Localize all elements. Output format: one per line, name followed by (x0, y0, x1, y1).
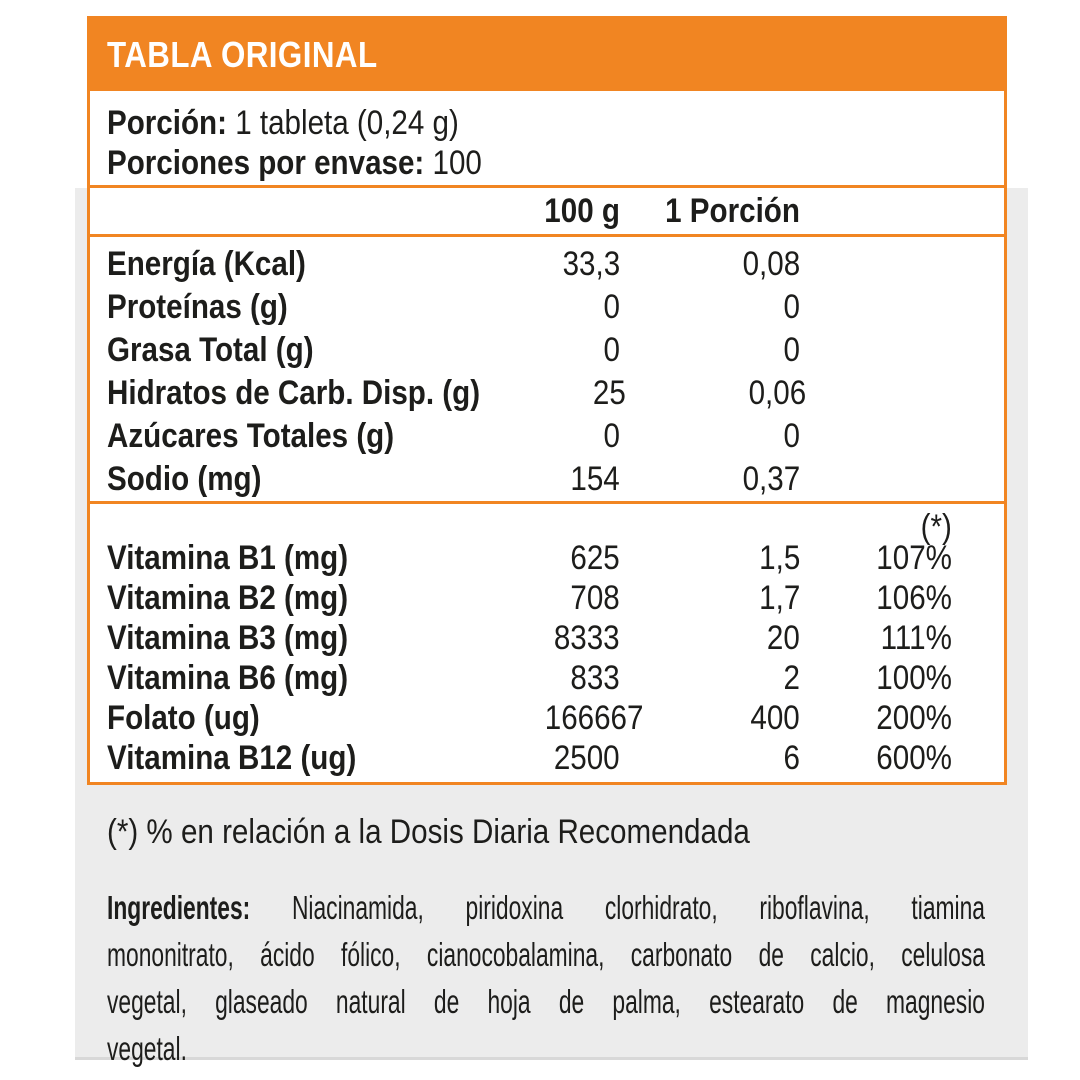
vitamin-row (90, 538, 1004, 578)
value-per-portion: 0 (783, 417, 800, 455)
servings-line (107, 143, 1004, 183)
value-per-portion: 1,5 (758, 538, 800, 577)
value-per-portion: 1,7 (758, 578, 800, 617)
vitamin-row (90, 658, 1004, 698)
nutrient-rows-section (90, 237, 1004, 501)
value-per-100g: 833 (570, 658, 620, 697)
vitamin-row (90, 738, 1004, 778)
nutrient-label: Energía (Kcal) (107, 245, 306, 283)
vitamin-row (90, 578, 1004, 618)
dv-percent: 600% (876, 738, 952, 777)
nutrient-row (90, 329, 1004, 372)
portion-value: 1 tableta (0,24 g) (235, 104, 459, 142)
vitamin-label: Vitamina B1 (mg) (107, 538, 349, 577)
value-per-100g: 25 (592, 374, 626, 412)
card-header (90, 19, 1004, 91)
value-per-100g: 0 (603, 288, 620, 326)
value-per-100g: 708 (570, 578, 620, 617)
ingredients-line: vegetal. (107, 1030, 187, 1067)
nutrient-label: Proteínas (g) (107, 288, 288, 326)
ingredients-label: Ingredientes: (107, 889, 251, 926)
value-per-portion: 20 (767, 618, 800, 657)
value-per-portion: 0,08 (742, 245, 800, 283)
ingredients-line-text: Niacinamida, piridoxina clorhidrato, riboflavina, tiamina (291, 889, 985, 926)
portion-line (107, 103, 1004, 143)
dv-percent: 111% (880, 618, 952, 657)
value-per-portion: 0,06 (748, 374, 806, 412)
value-per-portion: 0 (783, 331, 800, 369)
servings-value: 100 (432, 144, 482, 182)
vitamin-label: Vitamina B6 (mg) (107, 658, 349, 697)
ingredients-line: mononitrato, ácido fólico, cianocobalamina, carbonato de calcio, celulosa (107, 936, 985, 973)
value-per-portion: 400 (750, 698, 800, 737)
value-per-100g: 166667 (544, 698, 644, 737)
value-per-100g: 625 (570, 538, 620, 577)
serving-info (90, 91, 1004, 185)
nutrient-label: Sodio (mg) (107, 460, 262, 498)
card-title: TABLA ORIGINAL (107, 34, 378, 75)
nutrient-label: Azúcares Totales (g) (107, 417, 395, 455)
value-per-100g: 33,3 (562, 245, 620, 283)
nutrient-label: Hidratos de Carb. Disp. (g) (107, 374, 481, 412)
portion-label: Porción: (107, 104, 227, 142)
column-header-100g: 100 g (544, 191, 620, 230)
nutrient-row (90, 286, 1004, 329)
nutrient-label: Grasa Total (g) (107, 331, 314, 369)
vitamin-label: Folato (ug) (107, 698, 260, 737)
column-header-row (90, 185, 1004, 237)
nutrient-row (90, 372, 1004, 415)
dv-percent: 107% (876, 538, 952, 577)
value-per-100g: 8333 (554, 618, 620, 657)
servings-label: Porciones por envase: (107, 144, 425, 182)
vitamin-row (90, 698, 1004, 738)
nutrient-row (90, 458, 1004, 501)
vitamin-label: Vitamina B2 (mg) (107, 578, 349, 617)
column-header-portion: 1 Porción (665, 191, 800, 230)
ingredients-line: vegetal, glaseado natural de hoja de palma, estearato de magnesio (107, 983, 985, 1020)
ingredients-paragraph (107, 884, 985, 1072)
vitamin-label: Vitamina B12 (ug) (107, 738, 357, 777)
value-per-portion: 6 (783, 738, 800, 777)
value-per-100g: 2500 (554, 738, 620, 777)
value-per-portion: 0,37 (742, 460, 800, 498)
nutrient-row (90, 243, 1004, 286)
value-per-100g: 0 (603, 331, 620, 369)
ingredients-line (107, 884, 985, 931)
vitamin-label: Vitamina B3 (mg) (107, 618, 349, 657)
value-per-portion: 2 (783, 658, 800, 697)
value-per-portion: 0 (783, 288, 800, 326)
dv-marker: (*) (920, 508, 952, 546)
dv-percent: 106% (876, 578, 952, 617)
value-per-100g: 0 (603, 417, 620, 455)
value-per-100g: 154 (570, 460, 620, 498)
vitamin-rows-section (90, 504, 1004, 778)
nutrition-card (87, 16, 1007, 785)
nutrient-row (90, 415, 1004, 458)
vitamin-row (90, 618, 1004, 658)
dv-marker-row (90, 504, 1004, 546)
dv-percent: 200% (876, 698, 952, 737)
dv-footnote: (*) % en relación a la Dosis Diaria Recomendada (107, 813, 750, 851)
dv-percent: 100% (876, 658, 952, 697)
